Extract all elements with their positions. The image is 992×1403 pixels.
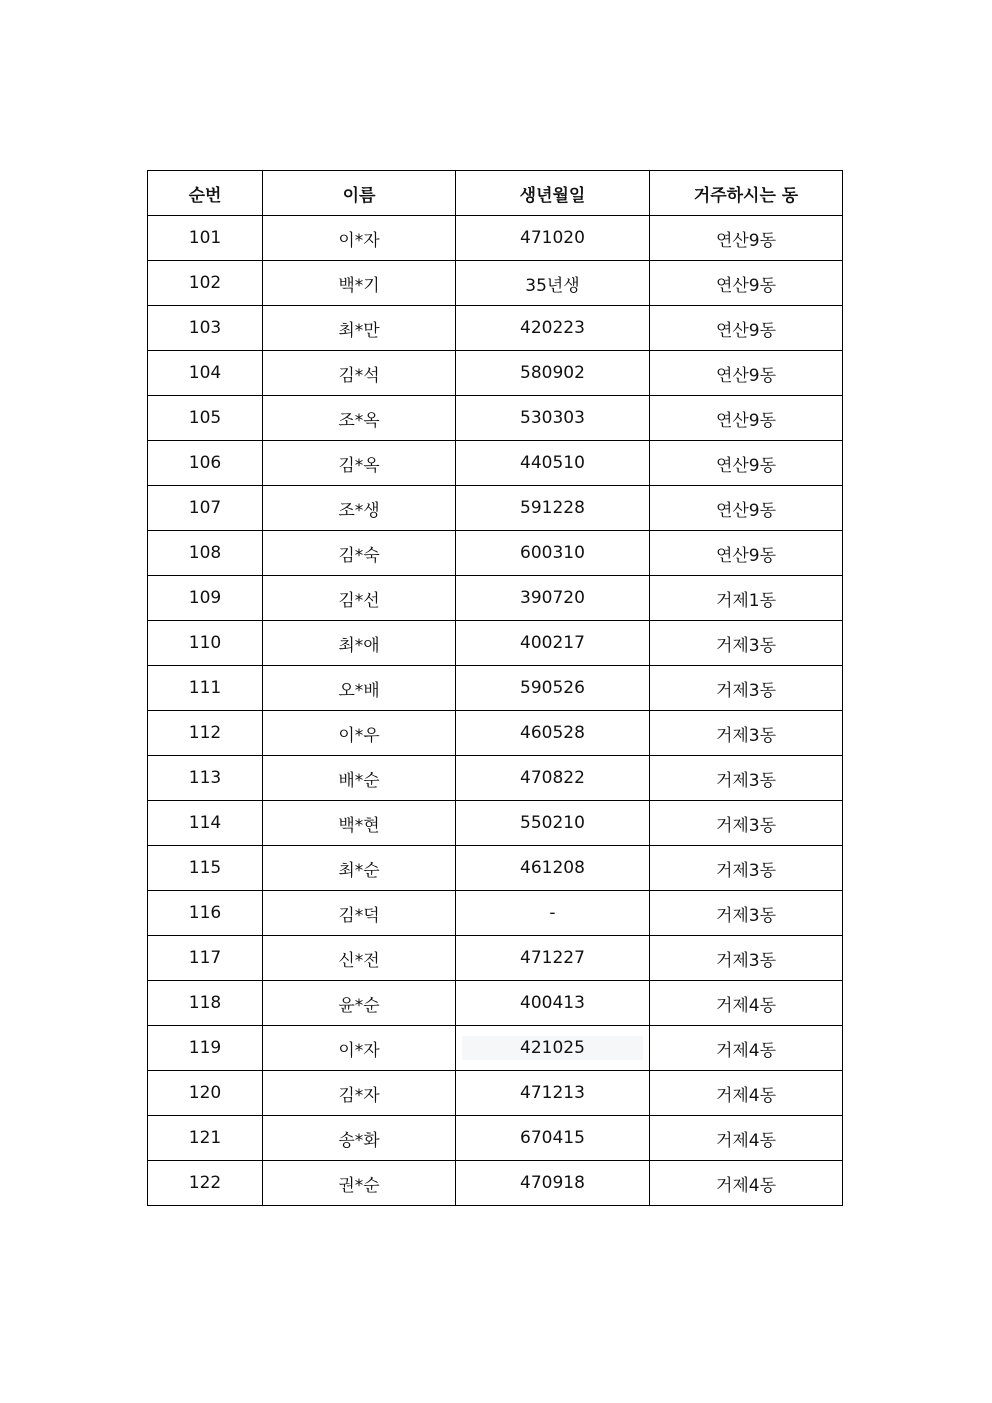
cell-birthdate: 600310 xyxy=(456,531,650,576)
cell-seq: 107 xyxy=(148,486,263,531)
cell-seq: 103 xyxy=(148,306,263,351)
cell-name: 백*현 xyxy=(263,801,456,846)
cell-dong: 거제3동 xyxy=(650,801,843,846)
table-row xyxy=(148,936,843,981)
cell-dong: 거제3동 xyxy=(650,711,843,756)
cell-birthdate: 470822 xyxy=(456,756,650,801)
cell-birthdate: 35년생 xyxy=(456,261,650,306)
cell-seq: 101 xyxy=(148,216,263,261)
cell-dong: 거제3동 xyxy=(650,756,843,801)
cell-dong: 연산9동 xyxy=(650,261,843,306)
header-name: 이름 xyxy=(263,171,456,216)
cell-name: 배*순 xyxy=(263,756,456,801)
cell-birthdate: 420223 xyxy=(456,306,650,351)
cell-name: 윤*순 xyxy=(263,981,456,1026)
table-row xyxy=(148,981,843,1026)
cell-seq: 122 xyxy=(148,1161,263,1206)
cell-seq: 112 xyxy=(148,711,263,756)
cell-dong: 연산9동 xyxy=(650,396,843,441)
cell-seq: 113 xyxy=(148,756,263,801)
header-birthdate: 생년월일 xyxy=(456,171,650,216)
cell-name: 이*자 xyxy=(263,1026,456,1071)
cell-seq: 117 xyxy=(148,936,263,981)
cell-name: 김*숙 xyxy=(263,531,456,576)
cell-seq: 120 xyxy=(148,1071,263,1116)
cell-name: 이*우 xyxy=(263,711,456,756)
cell-seq: 118 xyxy=(148,981,263,1026)
table-row xyxy=(148,1071,843,1116)
cell-seq: 114 xyxy=(148,801,263,846)
table-row xyxy=(148,576,843,621)
cell-seq: 102 xyxy=(148,261,263,306)
table-row xyxy=(148,351,843,396)
cell-name: 김*선 xyxy=(263,576,456,621)
table-row xyxy=(148,396,843,441)
cell-birthdate: 470918 xyxy=(456,1161,650,1206)
cell-name: 권*순 xyxy=(263,1161,456,1206)
cell-dong: 거제4동 xyxy=(650,1071,843,1116)
cell-dong: 연산9동 xyxy=(650,351,843,396)
cell-birthdate: 471020 xyxy=(456,216,650,261)
cell-birthdate: 400413 xyxy=(456,981,650,1026)
cell-dong: 거제4동 xyxy=(650,1116,843,1161)
cell-dong: 연산9동 xyxy=(650,306,843,351)
cell-name: 최*순 xyxy=(263,846,456,891)
cell-birthdate: 471213 xyxy=(456,1071,650,1116)
table-row xyxy=(148,1116,843,1161)
cell-seq: 105 xyxy=(148,396,263,441)
table-row xyxy=(148,621,843,666)
table-header-row xyxy=(148,171,843,216)
cell-dong: 거제3동 xyxy=(650,846,843,891)
cell-name: 최*애 xyxy=(263,621,456,666)
table-row xyxy=(148,801,843,846)
cell-dong: 거제4동 xyxy=(650,1026,843,1071)
cell-seq: 121 xyxy=(148,1116,263,1161)
table-row xyxy=(148,306,843,351)
cell-seq: 106 xyxy=(148,441,263,486)
cell-seq: 108 xyxy=(148,531,263,576)
table-row xyxy=(148,261,843,306)
cell-name: 백*기 xyxy=(263,261,456,306)
table-row xyxy=(148,1161,843,1206)
cell-birthdate: 670415 xyxy=(456,1116,650,1161)
table-row xyxy=(148,756,843,801)
cell-name: 신*전 xyxy=(263,936,456,981)
cell-birthdate: 471227 xyxy=(456,936,650,981)
cell-birthdate: 580902 xyxy=(456,351,650,396)
cell-birthdate: 591228 xyxy=(456,486,650,531)
cell-seq: 111 xyxy=(148,666,263,711)
cell-seq: 119 xyxy=(148,1026,263,1071)
cell-name: 김*옥 xyxy=(263,441,456,486)
cell-birthdate xyxy=(456,1026,650,1071)
cell-dong: 거제4동 xyxy=(650,981,843,1026)
cell-dong: 거제3동 xyxy=(650,621,843,666)
cell-birthdate: 590526 xyxy=(456,666,650,711)
cell-dong: 거제1동 xyxy=(650,576,843,621)
cell-name: 조*생 xyxy=(263,486,456,531)
cell-birthdate: 461208 xyxy=(456,846,650,891)
residents-table xyxy=(147,170,843,1206)
cell-name: 송*화 xyxy=(263,1116,456,1161)
cell-seq: 116 xyxy=(148,891,263,936)
cell-dong: 연산9동 xyxy=(650,216,843,261)
cell-birthdate-text: 421025 xyxy=(462,1036,643,1060)
cell-seq: 104 xyxy=(148,351,263,396)
cell-birthdate: 440510 xyxy=(456,441,650,486)
cell-seq: 109 xyxy=(148,576,263,621)
cell-dong: 거제3동 xyxy=(650,666,843,711)
header-seq: 순번 xyxy=(148,171,263,216)
cell-birthdate: 400217 xyxy=(456,621,650,666)
table-row xyxy=(148,711,843,756)
table-row xyxy=(148,891,843,936)
table-row xyxy=(148,846,843,891)
cell-dong: 거제3동 xyxy=(650,891,843,936)
cell-seq: 110 xyxy=(148,621,263,666)
cell-birthdate: 550210 xyxy=(456,801,650,846)
cell-birthdate: - xyxy=(456,891,650,936)
cell-seq: 115 xyxy=(148,846,263,891)
cell-name: 김*자 xyxy=(263,1071,456,1116)
cell-birthdate: 390720 xyxy=(456,576,650,621)
cell-dong: 거제3동 xyxy=(650,936,843,981)
table-row xyxy=(148,531,843,576)
cell-dong: 연산9동 xyxy=(650,441,843,486)
cell-name: 이*자 xyxy=(263,216,456,261)
cell-name: 최*만 xyxy=(263,306,456,351)
cell-name: 김*덕 xyxy=(263,891,456,936)
cell-name: 오*배 xyxy=(263,666,456,711)
header-dong: 거주하시는 동 xyxy=(650,171,843,216)
cell-dong: 거제4동 xyxy=(650,1161,843,1206)
table-row xyxy=(148,666,843,711)
table-row xyxy=(148,441,843,486)
cell-dong: 연산9동 xyxy=(650,486,843,531)
cell-name: 김*석 xyxy=(263,351,456,396)
table-row xyxy=(148,216,843,261)
cell-birthdate: 530303 xyxy=(456,396,650,441)
cell-birthdate: 460528 xyxy=(456,711,650,756)
table-row xyxy=(148,1026,843,1071)
table-row xyxy=(148,486,843,531)
cell-dong: 연산9동 xyxy=(650,531,843,576)
cell-name: 조*옥 xyxy=(263,396,456,441)
